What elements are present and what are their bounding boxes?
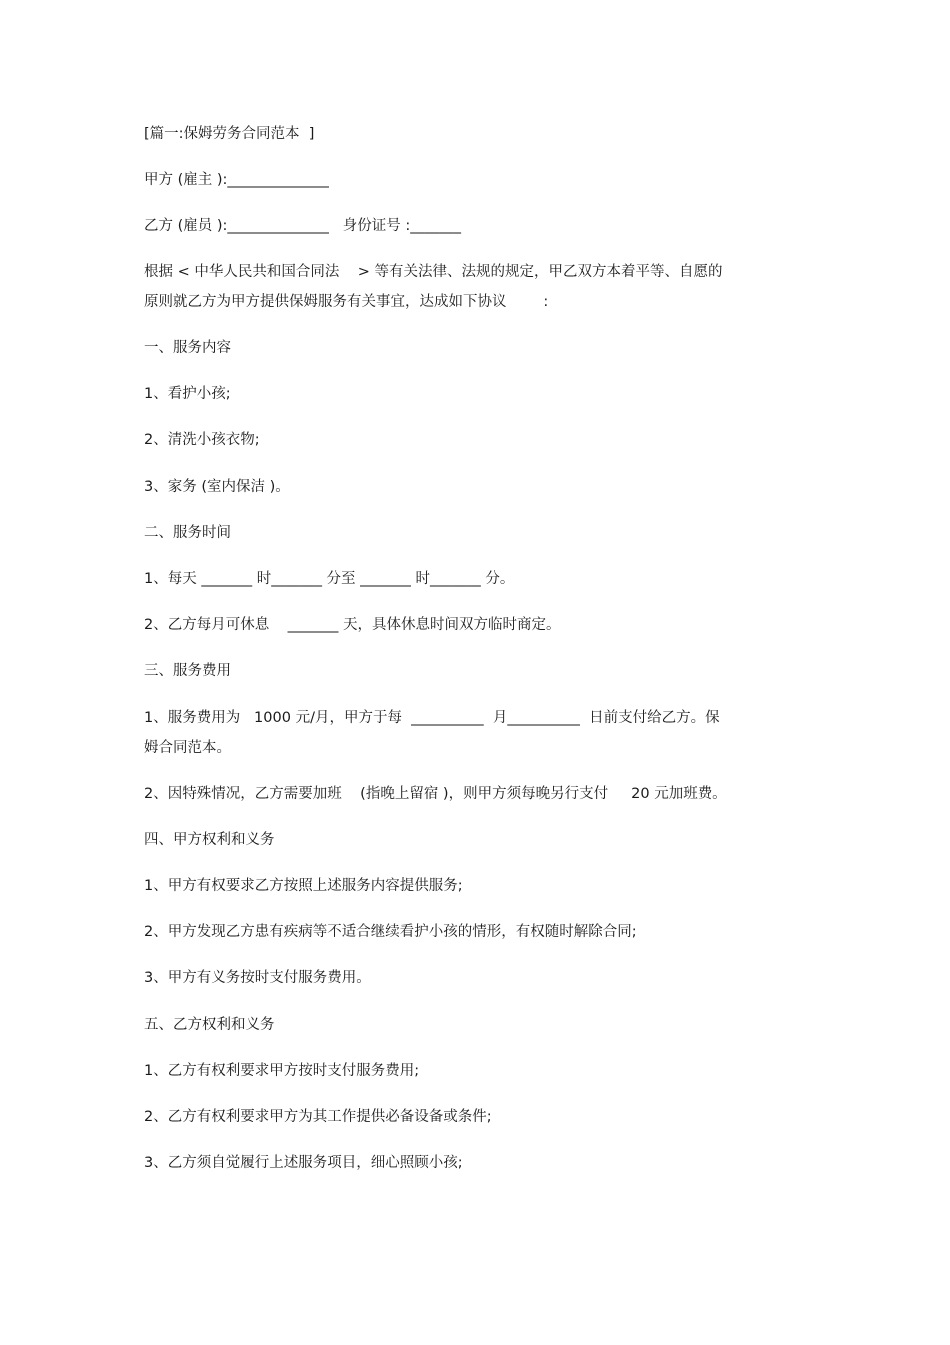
party-b-line: 乙方 (雇员 ):______________ 身份证号 :_______	[144, 218, 461, 234]
section-3-item-1-line-1: 1、服务费用为 1000 元/月，甲方于每 __________ 月__________ 日前支付给乙方。保	[144, 710, 720, 726]
section-2-item-2: 2、乙方每月可休息 _______ 天，具体休息时间双方临时商定。	[144, 617, 561, 633]
section-5-item-1: 1、乙方有权利要求甲方按时支付服务费用;	[144, 1063, 420, 1079]
intro-paragraph-line-1: 根据 < 中华人民共和国合同法 > 等有关法律、法规的规定，甲乙双方本着平等、自愿的	[144, 264, 723, 280]
section-4-item-1: 1、甲方有权要求乙方按照上述服务内容提供服务;	[144, 878, 463, 894]
section-1-item-1: 1、看护小孩;	[144, 386, 231, 402]
document-title: [篇一:保姆劳务合同范本 ]	[144, 126, 315, 142]
section-3-item-1-line-2: 姆合同范本。	[144, 740, 231, 756]
section-4-item-2: 2、甲方发现乙方患有疾病等不适合继续看护小孩的情形，有权随时解除合同;	[144, 924, 637, 940]
section-5-item-3: 3、乙方须自觉履行上述服务项目，细心照顾小孩;	[144, 1155, 463, 1171]
party-a-line: 甲方 (雇主 ):______________	[144, 172, 329, 188]
section-5-heading: 五、乙方权利和义务	[144, 1017, 275, 1033]
section-4-item-3: 3、甲方有义务按时支付服务费用。	[144, 970, 371, 986]
section-1-heading: 一、服务内容	[144, 340, 231, 356]
section-2-item-1: 1、每天 _______ 时_______ 分至 _______ 时_______ 分。	[144, 571, 515, 587]
section-2-heading: 二、服务时间	[144, 525, 231, 541]
section-3-heading: 三、服务费用	[144, 663, 231, 679]
section-1-item-3: 3、家务 (室内保洁 )。	[144, 479, 290, 495]
section-3-item-2: 2、因特殊情况，乙方需要加班 (指晚上留宿 )，则甲方须每晚另行支付 20 元加班费。	[144, 786, 727, 802]
section-4-heading: 四、甲方权利和义务	[144, 832, 275, 848]
section-1-item-2: 2、清洗小孩衣物;	[144, 432, 260, 448]
section-5-item-2: 2、乙方有权利要求甲方为其工作提供必备设备或条件;	[144, 1109, 492, 1125]
intro-paragraph-line-2: 原则就乙方为甲方提供保姆服务有关事宜，达成如下协议 :	[144, 294, 549, 310]
